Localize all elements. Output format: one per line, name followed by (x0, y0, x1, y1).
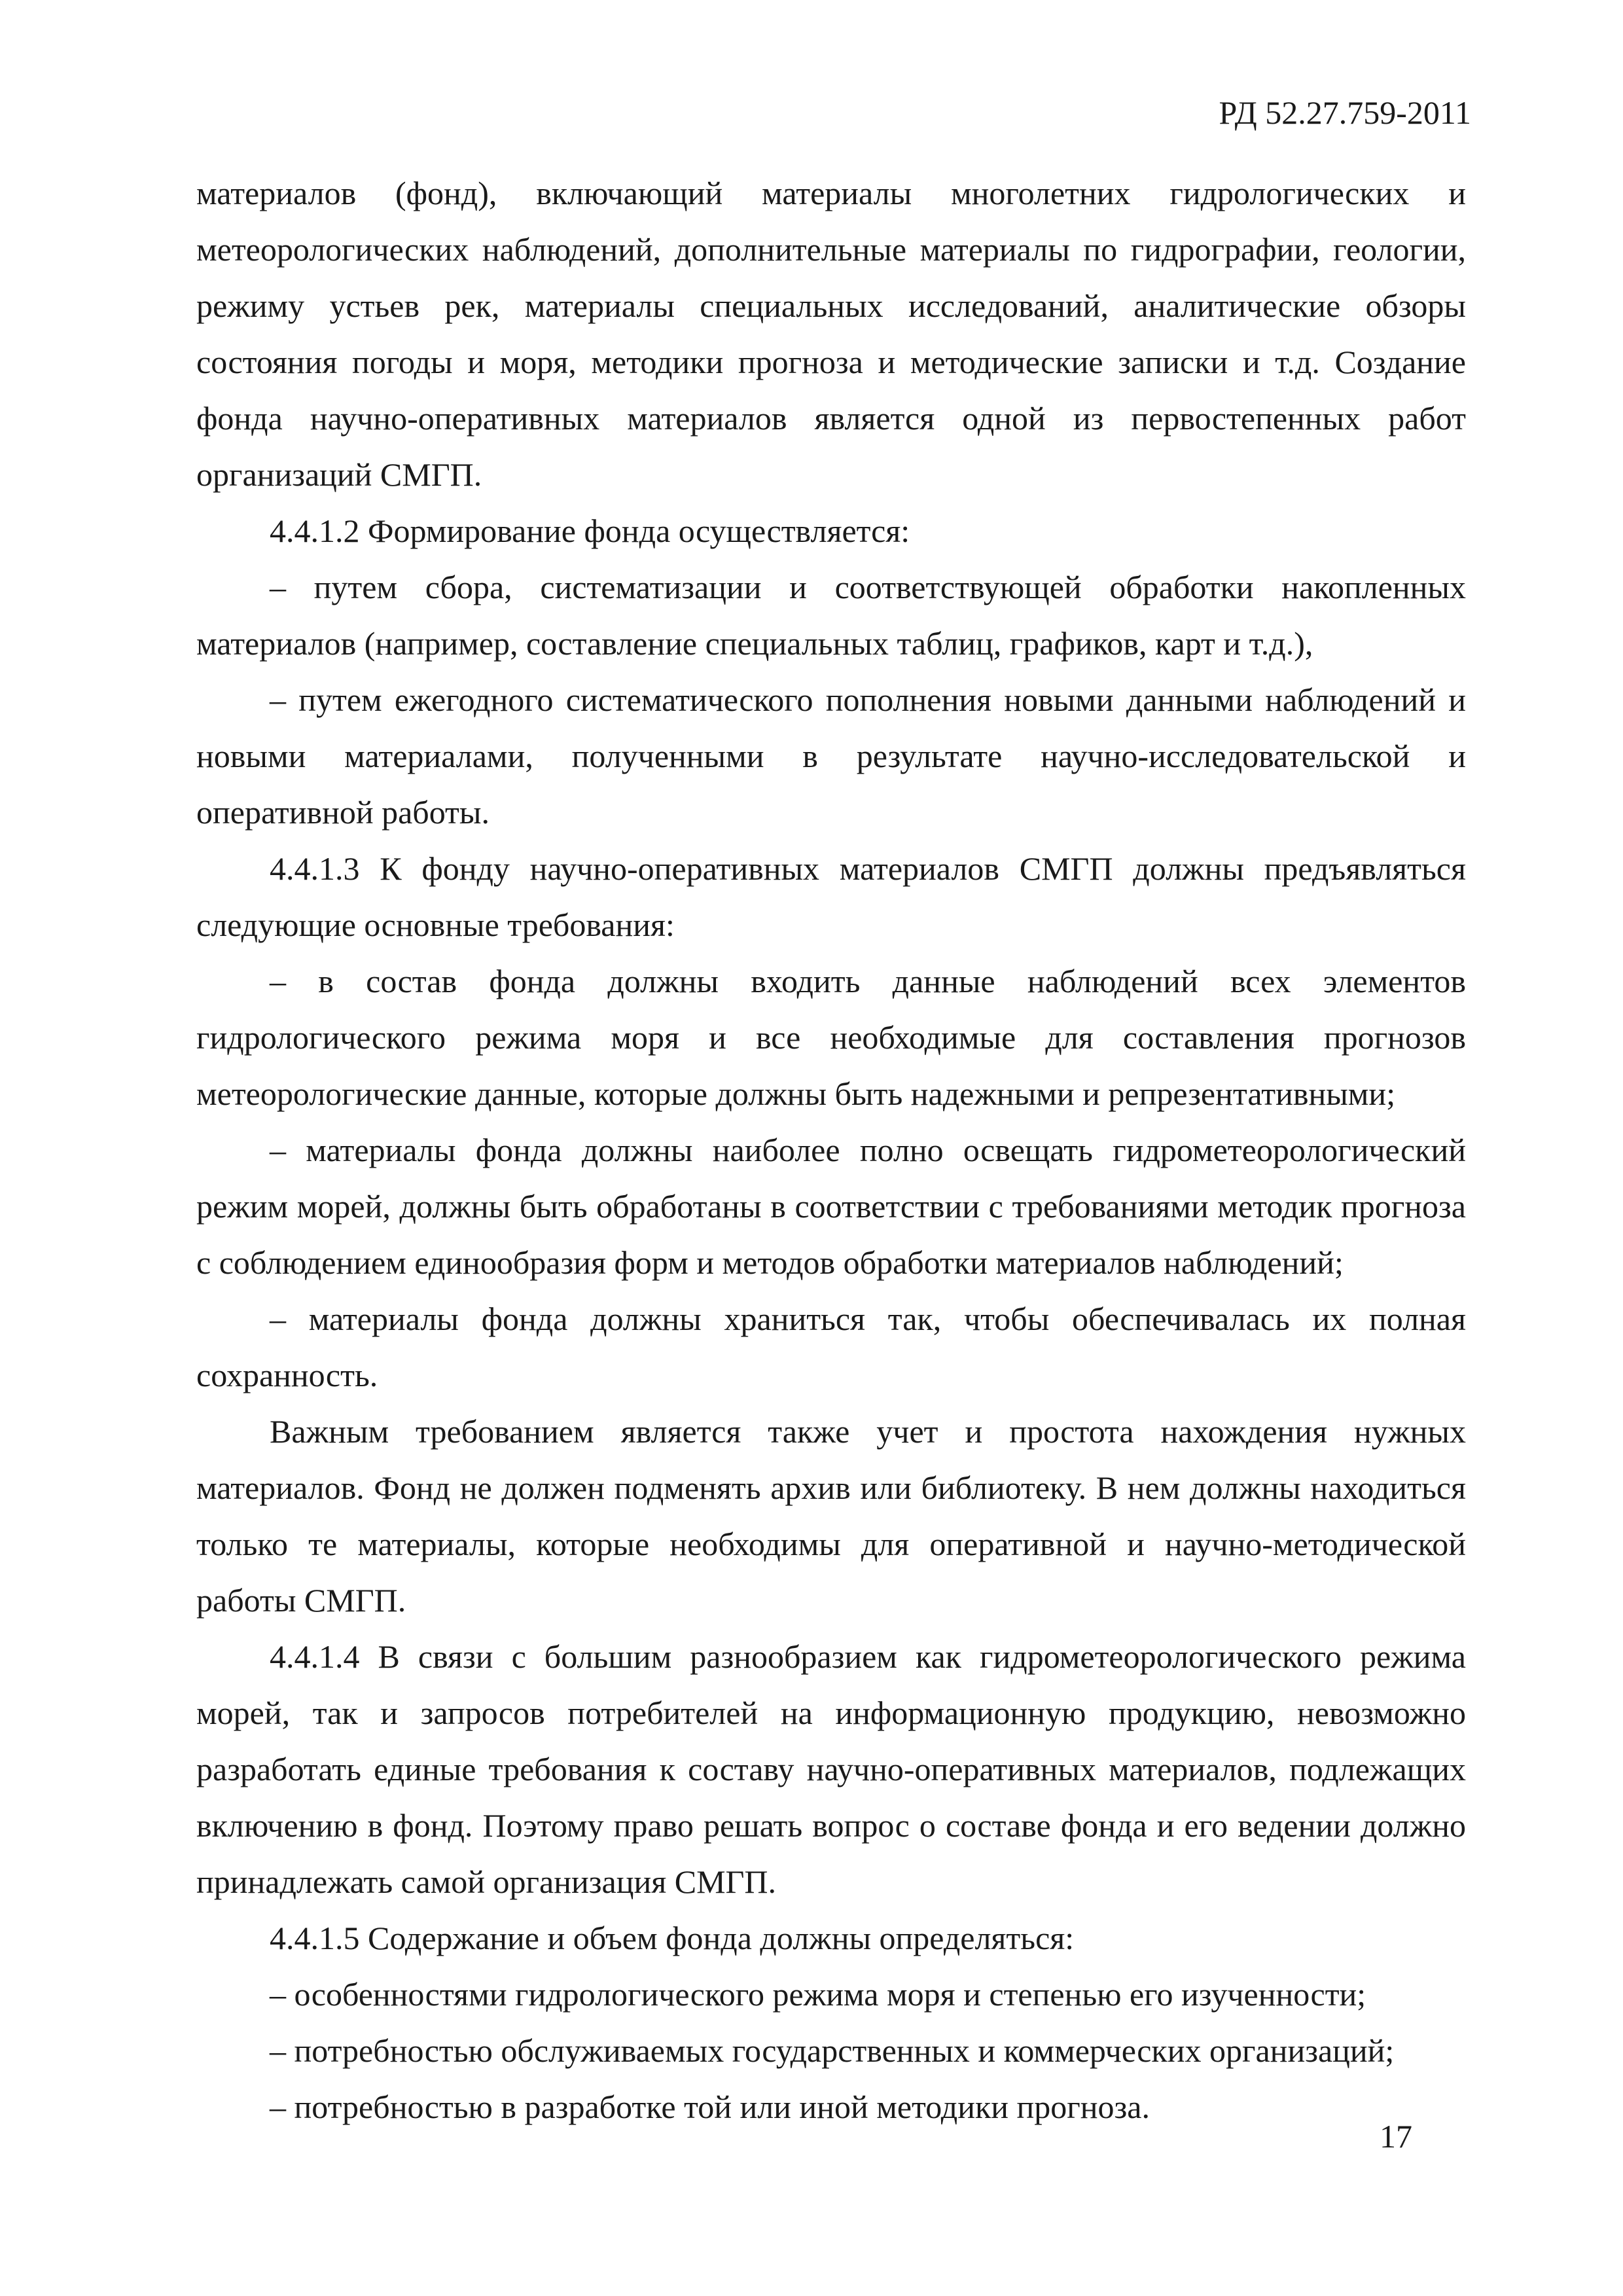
paragraph: Важным требованием является также учет и простота нахождения нужных материалов. Фонд не должен подменять архив или библиотеку. В нем должны находиться только те материалы, которые необходимы для оперативной и научно-методической работы СМГП. (196, 1413, 1466, 1619)
paragraph-list-item: – материалы фонда должны храниться так, чтобы обеспечивалась их полная сохранность. (196, 1300, 1466, 1393)
paragraph-list-item: – путем ежегодного систематического пополнения новыми данными наблюдений и новыми материалами, полученными в результате научно-исследовательской и оперативной работы. (196, 681, 1466, 831)
paragraph: 4.4.1.5 Содержание и объем фонда должны определяться: (270, 1920, 1075, 1956)
page-number: 17 (1380, 2118, 1412, 2155)
paragraph: 4.4.1.3 К фонду научно-оперативных материалов СМГП должны предъявляться следующие основные требования: (196, 850, 1466, 943)
paragraph-list-item: – особенностями гидрологического режима моря и степенью его изученности; (270, 1976, 1366, 2013)
paragraph: материалов (фонд), включающий материалы многолетних гидрологических и метеорологических наблюдений, дополнительные материалы по гидрографии, геологии, режиму устьев рек, материалы специальных исследований, аналитические обзоры состояния погоды и моря, методики прогноза и методические записки и т.д. Создание фонда научно-оперативных материалов является одной из первостепенных работ организаций СМГП. (196, 175, 1466, 493)
paragraph-list-item: – путем сбора, систематизации и соответствующей обработки накопленных материалов (например, составление специальных таблиц, графиков, карт и т.д.), (196, 569, 1466, 662)
document-code: РД 52.27.759-2011 (1219, 94, 1471, 131)
paragraph-list-item: – потребностью в разработке той или иной методики прогноза. (270, 2089, 1150, 2125)
paragraph: 4.4.1.2 Формирование фонда осуществляется: (270, 512, 910, 549)
paragraph-list-item: – в состав фонда должны входить данные наблюдений всех элементов гидрологического режима моря и все необходимые для составления прогнозов метеорологические данные, которые должны быть надежными и репрезентативными; (196, 963, 1466, 1112)
paragraph-list-item: – потребностью обслуживаемых государственных и коммерческих организаций; (270, 2032, 1395, 2069)
paragraph-list-item: – материалы фонда должны наиболее полно освещать гидрометеорологический режим морей, должны быть обработаны в соответствии с требованиями методик прогноза с соблюдением единообразия форм и методов обработки материалов наблюдений; (196, 1132, 1466, 1281)
document-body (196, 165, 1466, 2135)
paragraph: 4.4.1.4 В связи с большим разнообразием как гидрометеорологического режима морей, так и запросов потребителей на информационную продукцию, невозможно разработать единые требования к составу научно-оперативных материалов, подлежащих включению в фонд. Поэтому право решать вопрос о составе фонда и его ведении должно принадлежать самой организация СМГП. (196, 1638, 1466, 1900)
